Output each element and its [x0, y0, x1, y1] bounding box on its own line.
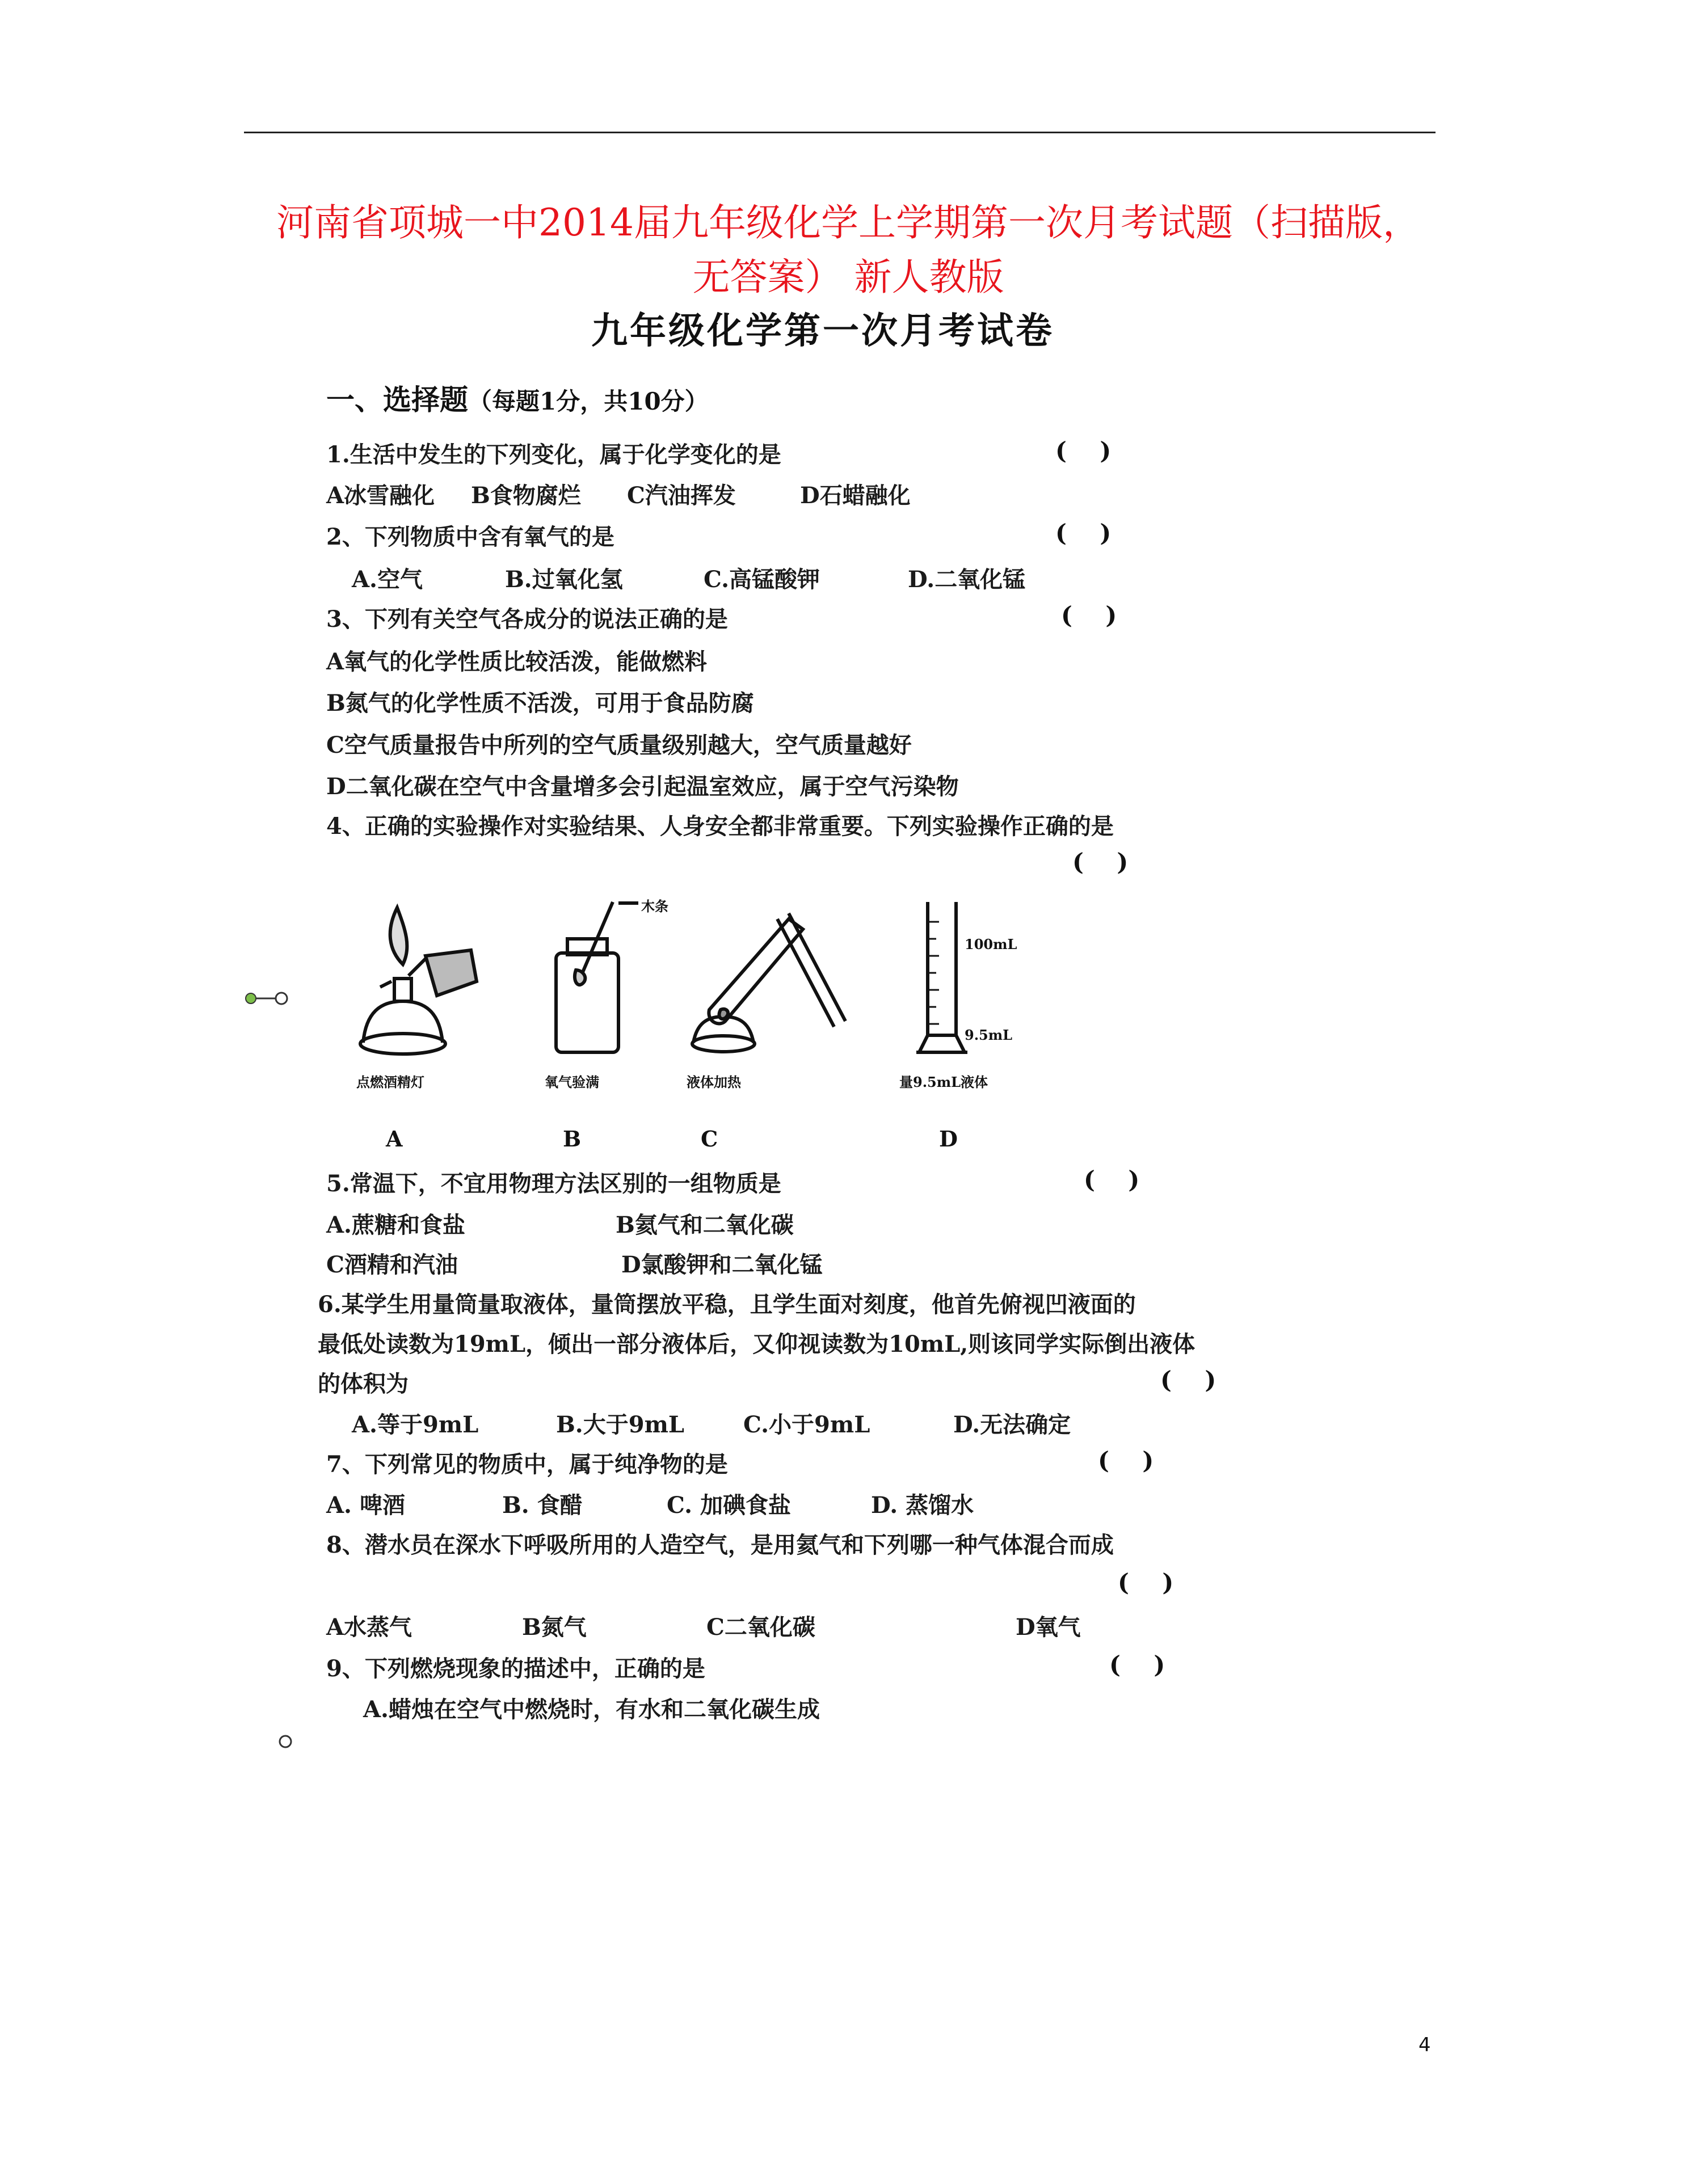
answer-bracket-9: ( )	[1109, 1651, 1165, 1679]
margin-circle-marker	[277, 1733, 294, 1750]
q5-option-c: C酒精和汽油	[326, 1251, 458, 1278]
q3-option-a: A氧气的化学性质比较活泼，能做燃料	[326, 648, 708, 675]
figure-b-letter: B	[563, 1126, 582, 1152]
q7-option-b: B. 食醋	[502, 1492, 583, 1519]
binding-margin-marker	[244, 990, 295, 1007]
figure-b-annotation: 木条	[641, 898, 668, 914]
figure-d-caption: 量9.5mL液体	[899, 1074, 988, 1090]
answer-bracket-2: ( )	[1055, 519, 1112, 547]
question-6-stem-line-1: 6.某学生用量筒量取液体，量筒摆放平稳，且学生面对刻度，他首先俯视凹液面的	[318, 1291, 1136, 1318]
answer-bracket-3: ( )	[1061, 601, 1117, 629]
header-rule	[244, 132, 1436, 133]
figure-a-lighting-alcohol-lamp	[340, 896, 488, 1061]
question-6-stem-line-2: 最低处读数为19mL，倾出一部分液体后，又仰视读数为10mL,则该同学实际倒出液体	[318, 1331, 1196, 1357]
figure-c-caption: 液体加热	[687, 1074, 741, 1090]
q8-option-d: D氧气	[1016, 1614, 1081, 1641]
q3-option-c: C空气质量报告中所列的空气质量级别越大，空气质量越好	[326, 732, 912, 758]
figure-a-caption: 点燃酒精灯	[356, 1074, 424, 1090]
answer-bracket-7: ( )	[1098, 1447, 1154, 1474]
question-3-stem: 3、下列有关空气各成分的说法正确的是	[326, 606, 728, 633]
q5-option-d: D氯酸钾和二氧化锰	[621, 1251, 823, 1278]
q8-option-c: C二氧化碳	[706, 1614, 815, 1641]
q2-option-a: A.空气	[352, 566, 423, 593]
figure-b-caption: 氧气验满	[545, 1074, 599, 1090]
q1-option-c: C汽油挥发	[627, 482, 736, 509]
exam-title: 九年级化学第一次月考试卷	[591, 310, 1054, 352]
answer-bracket-8: ( )	[1118, 1569, 1174, 1596]
q6-option-a: A.等于9mL	[352, 1411, 479, 1438]
q8-option-b: B氮气	[522, 1614, 587, 1641]
answer-bracket-1: ( )	[1055, 437, 1112, 465]
question-9-stem: 9、下列燃烧现象的描述中，正确的是	[326, 1655, 705, 1682]
header-line-2: 无答案） 新人教版	[692, 255, 1004, 299]
figure-d-letter: D	[939, 1126, 958, 1152]
section-heading	[326, 377, 709, 418]
section-note: （每题1分，共10分）	[468, 387, 709, 415]
question-8-stem: 8、潜水员在深水下呼吸所用的人造空气，是用氦气和下列哪一种气体混合而成	[326, 1532, 1114, 1558]
q2-option-c: C.高锰酸钾	[704, 566, 820, 593]
q5-option-b: B氦气和二氧化碳	[616, 1212, 794, 1238]
question-5-stem: 5.常温下，不宜用物理方法区别的一组物质是	[326, 1170, 781, 1197]
q2-option-b: B.过氧化氢	[505, 566, 623, 593]
header-line-1: 河南省项城一中2014届九年级化学上学期第一次月考试题（扫描版，	[276, 201, 1420, 244]
q7-option-a: A. 啤酒	[326, 1492, 405, 1519]
figure-a-letter: A	[386, 1126, 403, 1152]
figure-d-top-reading: 100mL	[965, 936, 1017, 952]
q6-option-d: D.无法确定	[953, 1411, 1071, 1438]
q6-option-c: C.小于9mL	[743, 1411, 870, 1438]
q1-option-b: B食物腐烂	[471, 482, 581, 509]
question-2-stem: 2、下列物质中含有氧气的是	[326, 524, 614, 550]
question-6-stem-line-3: 的体积为	[318, 1371, 409, 1397]
q3-option-d: D二氧化碳在空气中含量增多会引起温室效应，属于空气污染物	[326, 773, 959, 800]
question-7-stem: 7、下列常见的物质中，属于纯净物的是	[326, 1451, 728, 1478]
q7-option-c: C. 加碘食盐	[667, 1492, 791, 1519]
q5-option-a: A.蔗糖和食盐	[326, 1212, 465, 1238]
q8-option-a: A水蒸气	[326, 1614, 412, 1641]
q7-option-d: D. 蒸馏水	[871, 1492, 974, 1519]
section-title: 一、选择题	[326, 383, 468, 416]
document-header	[238, 196, 1458, 305]
q6-option-b: B.大于9mL	[556, 1411, 685, 1438]
figure-c-liquid-heating	[675, 896, 862, 1061]
q9-option-a: A.蜡烛在空气中燃烧时，有水和二氧化碳生成	[363, 1696, 820, 1723]
figure-c-letter: C	[701, 1126, 718, 1152]
answer-bracket-6: ( )	[1160, 1366, 1216, 1394]
q1-option-d: D石蜡融化	[800, 482, 911, 509]
answer-bracket-4: ( )	[1072, 848, 1129, 876]
figure-b-oxygen-test	[545, 896, 692, 1061]
page-number: 4	[1418, 2034, 1431, 2056]
q1-option-a: A冰雪融化	[326, 482, 435, 509]
figure-d-bottom-reading: 9.5mL	[965, 1027, 1013, 1043]
q2-option-d: D.二氧化锰	[908, 566, 1026, 593]
question-4-stem: 4、正确的实验操作对实验结果、人身安全都非常重要。下列实验操作正确的是	[326, 813, 1114, 840]
answer-bracket-5: ( )	[1084, 1166, 1140, 1194]
q3-option-b: B氮气的化学性质不活泼，可用于食品防腐	[326, 690, 754, 716]
question-1-stem: 1.生活中发生的下列变化，属于化学变化的是	[326, 441, 781, 468]
